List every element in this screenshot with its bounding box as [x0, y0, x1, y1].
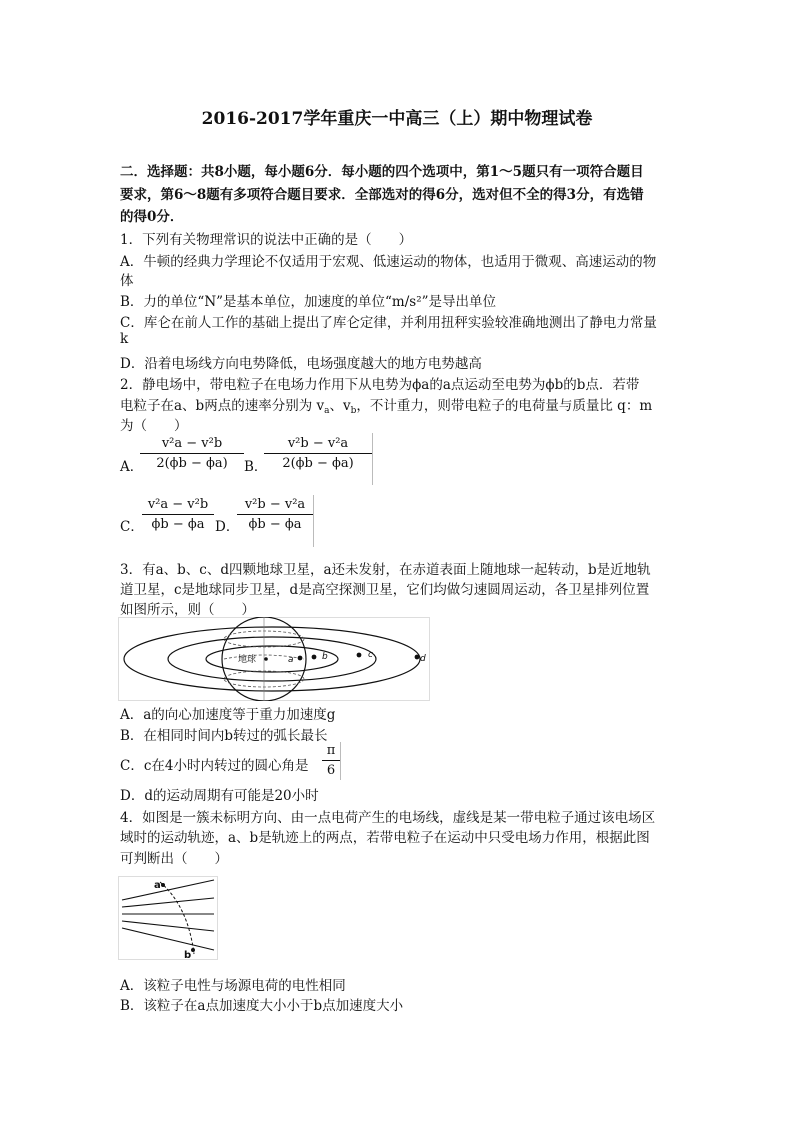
- satellite-d-label: d: [420, 654, 426, 664]
- q4-stem-line1: 4．如图是一簇未标明方向、由一点电荷产生的电场线，虚线是某一带电粒子通过该电场区: [120, 810, 656, 826]
- satellite-a-label: a: [288, 655, 294, 665]
- section-heading-line3: 的得0分．: [120, 209, 184, 225]
- q1-option-c-cont: k: [120, 331, 129, 347]
- satellite-c-label: c: [368, 650, 373, 660]
- q4-option-b: B．该粒子在a点加速度大小小于b点加速度大小: [120, 998, 404, 1014]
- q2-option-a-numerator: v²a − v²b: [161, 436, 223, 451]
- point-a-label: a: [154, 880, 161, 891]
- section-heading-line2: 要求，第6～8题有多项符合题目要求．全部选对的得6分，选对但不全的得3分，有选错: [120, 187, 644, 203]
- q2-sub-b: b: [350, 406, 357, 416]
- q2-option-b-fraction: [264, 436, 372, 471]
- q3-stem-line3: 如图所示，则（ ）: [120, 602, 255, 618]
- q2-text-2a: 电粒子在a、b两点的速率分别为 v: [120, 398, 325, 414]
- q2-stem-line1: [120, 373, 639, 393]
- satellite-orbits-figure: [118, 617, 430, 701]
- q2-phi-a: ϕa: [412, 377, 430, 393]
- point-b-dot: [191, 948, 195, 952]
- q2-option-c-denominator: ϕb − ϕa: [151, 517, 205, 532]
- q2-option-c-numerator: v²a − v²b: [147, 497, 209, 512]
- q3-option-a: A．a的向心加速度等于重力加速度g: [120, 707, 336, 723]
- q3-option-b: B．在相同时间内b转过的弧长最长: [120, 728, 328, 744]
- q2-text-2c: ，不计重力，则带电粒子的电荷量与质量比 q：m: [356, 398, 653, 414]
- satellite-b-dot: [312, 655, 317, 660]
- electric-field-figure: [118, 876, 218, 960]
- page-title: 2016-2017学年重庆一中高三（上）期中物理试卷: [201, 109, 593, 129]
- section-heading-line1: 二．选择题：共8小题，每小题6分．每小题的四个选项中，第1～5题只有一项符合题目: [120, 164, 644, 180]
- q2-text-1b: 的a点运动至电势为: [429, 377, 546, 393]
- q2-option-a-label: A．: [120, 459, 144, 475]
- q1-option-a: A．牛顿的经典力学理论不仅适用于宏观、低速运动的物体，也适用于微观、高速运动的物: [120, 254, 657, 270]
- q2-text-2b: 、v: [329, 398, 351, 414]
- q3-pi: π: [326, 743, 336, 758]
- q3-stem-line1: 3．有a、b、c、d四颗地球卫星，a还未发射，在赤道表面上随地球一起转动，b是近地轨: [120, 562, 651, 578]
- q2-sub-a: a: [324, 406, 330, 416]
- q2-option-b-denominator: 2(ϕb − ϕa): [282, 456, 354, 471]
- satellite-a-dot: [298, 656, 303, 661]
- q2-option-b-label: B．: [244, 459, 268, 475]
- satellite-d-dot: [415, 655, 420, 660]
- satellite-c-dot: [357, 653, 362, 658]
- q2-option-d-denominator: ϕb − ϕa: [248, 517, 302, 532]
- q2-option-d-label: D．: [215, 519, 240, 535]
- q2-stem-line2: [120, 394, 652, 416]
- q2-phi-b: ϕb: [545, 377, 564, 393]
- q3-option-c: C．c在4小时内转过的圆心角是: [120, 758, 309, 774]
- q3-six: 6: [326, 763, 336, 778]
- q1-stem: 1．下列有关物理常识的说法中正确的是（ ）: [120, 232, 413, 248]
- earth-label: 地球: [238, 655, 257, 665]
- q2-stem-line3: 为（ ）: [120, 418, 188, 434]
- q2-option-a-denominator: 2(ϕb − ϕa): [156, 456, 228, 471]
- q2-option-a-fraction: [140, 436, 244, 471]
- q2-text-1a: 2．静电场中，带电粒子在电场力作用下从电势为: [120, 377, 413, 393]
- point-b-label: b: [184, 950, 192, 960]
- satellite-b-label: b: [322, 652, 328, 662]
- q1-option-b: B．力的单位“N”是基本单位，加速度的单位“m/s²”是导出单位: [120, 294, 497, 310]
- q1-option-a-cont: 体: [120, 273, 134, 289]
- q3-option-d: D．d的运动周期有可能是20小时: [120, 788, 319, 804]
- q4-option-a: A．该粒子电性与场源电荷的电性相同: [120, 978, 346, 994]
- q1-option-d: D．沿着电场线方向电势降低，电场强度越大的地方电势越高: [120, 356, 482, 372]
- q2-option-d-numerator: v²b − v²a: [244, 497, 306, 512]
- q2-option-d-fraction: [237, 497, 313, 532]
- q3-option-c-fraction: [322, 743, 340, 778]
- q2-text-1c: 的b点．若带: [563, 377, 640, 393]
- q2-option-c-fraction: [142, 497, 214, 532]
- q2-option-c-label: C．: [120, 519, 144, 535]
- q4-stem-line3: 可判断出（ ）: [120, 851, 228, 867]
- point-a-dot: [161, 883, 165, 887]
- q4-stem-line2: 域时的运动轨迹，a、b是轨迹上的两点，若带电粒子在运动中只受电场力作用，根据此图: [120, 830, 650, 846]
- q1-option-c: C．库仑在前人工作的基础上提出了库仑定律，并利用扭秤实验较准确地测出了静电力常量: [120, 315, 657, 331]
- q3-stem-line2: 道卫星，c是地球同步卫星，d是高空探测卫星，它们均做匀速圆周运动，各卫星排列位置: [120, 582, 650, 598]
- q2-option-b-numerator: v²b − v²a: [287, 436, 349, 451]
